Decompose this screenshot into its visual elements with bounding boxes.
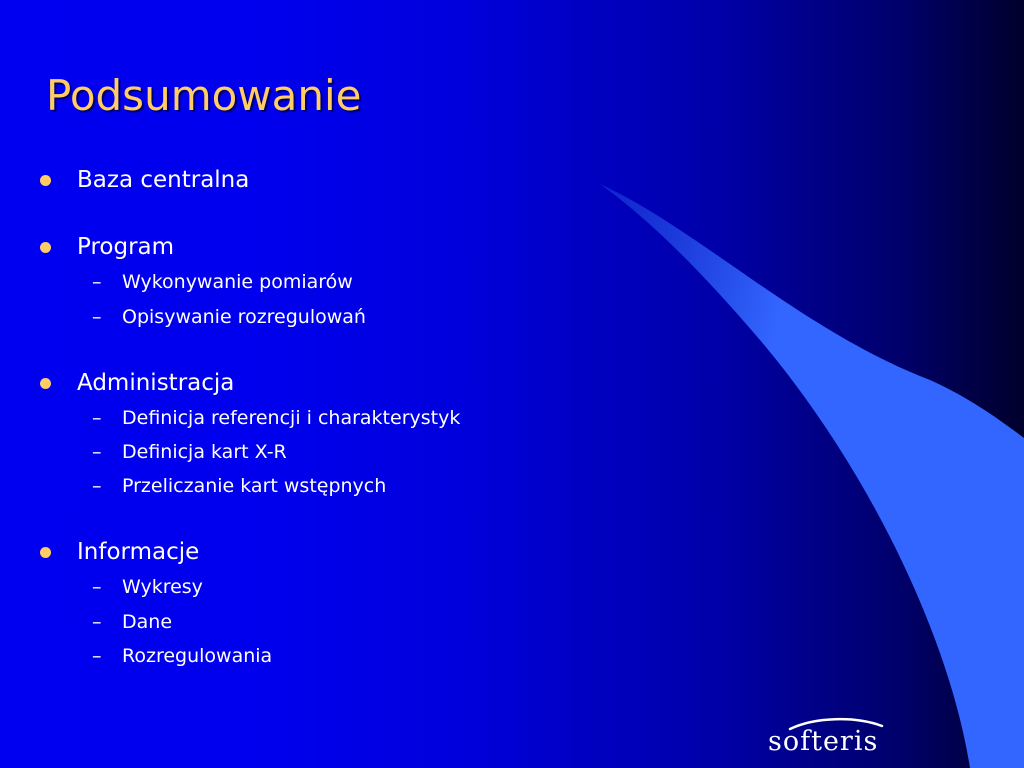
logo-text: softeris	[768, 726, 879, 757]
subitem-text: Wykonywanie pomiarów	[122, 271, 353, 293]
bullet-text: Informacje	[77, 539, 200, 565]
subitem-dane	[92, 610, 173, 634]
subitem-text: Rozregulowania	[122, 645, 273, 667]
subitem-text: Definicja kart X-R	[122, 441, 287, 463]
bullet-item-informacje	[77, 538, 199, 566]
subitem-text: Wykresy	[122, 576, 203, 598]
dash-marker: –	[92, 645, 102, 667]
subitem-text: Przeliczanie kart wstępnych	[122, 475, 387, 497]
bullet-text: Baza centralna	[77, 167, 250, 193]
subitem-text: Dane	[122, 611, 173, 633]
bullet-dot-icon	[40, 378, 51, 389]
subitem-przeliczanie-kart	[92, 474, 387, 498]
subitem-wykonywanie-pomiarow	[92, 270, 353, 294]
subitem-text: Definicja referencji i charakterystyk	[122, 407, 461, 429]
bullet-item-baza-centralna	[77, 166, 249, 194]
dash-marker: –	[92, 306, 102, 328]
subitem-definicja-kart	[92, 440, 287, 464]
dash-marker: –	[92, 576, 102, 598]
dash-marker: –	[92, 271, 102, 293]
bullet-dot-icon	[40, 242, 51, 253]
subitem-rozregulowania	[92, 644, 273, 668]
bullet-item-program	[77, 233, 174, 261]
slide-title: Podsumowanie	[46, 71, 362, 120]
dash-marker: –	[92, 611, 102, 633]
bullet-text: Administracja	[77, 370, 235, 396]
subitem-text: Opisywanie rozregulowań	[122, 306, 366, 328]
dash-marker: –	[92, 441, 102, 463]
dash-marker: –	[92, 475, 102, 497]
dash-marker: –	[92, 407, 102, 429]
softeris-logo	[760, 712, 910, 762]
subitem-opisywanie-rozregulowan	[92, 305, 366, 329]
subitem-wykresy	[92, 575, 203, 599]
bullet-item-administracja	[77, 369, 234, 397]
bullet-text: Program	[77, 234, 175, 260]
bullet-dot-icon	[40, 175, 51, 186]
bullet-dot-icon	[40, 547, 51, 558]
subitem-definicja-referencji	[92, 406, 461, 430]
